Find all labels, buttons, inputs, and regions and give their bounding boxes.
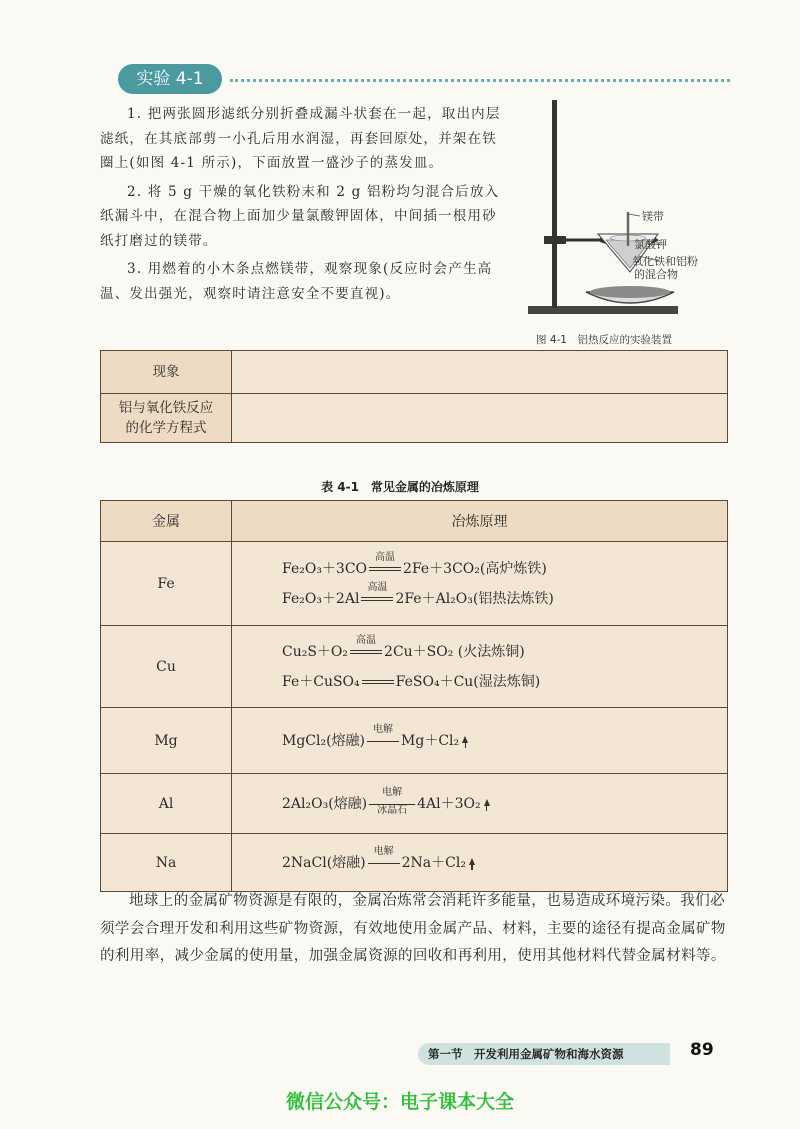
column-header-metal: 金属 (101, 501, 232, 542)
metal-na: Na (101, 834, 232, 892)
stand-base (528, 306, 678, 314)
label-mixture-2: 的混合物 (634, 268, 678, 281)
page-number: 89 (690, 1040, 714, 1060)
table-row (101, 834, 728, 892)
figure-caption: 图 4-1 铝热反应的实验装置 (536, 334, 672, 346)
equation-answer-cell[interactable] (232, 394, 728, 443)
reaction-line: MgCl₂(熔融) 电解 Mg＋Cl₂ (282, 726, 726, 756)
principle-al (232, 774, 728, 834)
reaction-line: 2NaCl(熔融) 电解 2Na＋Cl₂ (282, 848, 726, 878)
table-row (101, 708, 728, 774)
reaction-line: Cu₂S＋O₂ 高温 2Cu＋SO₂ (火法炼铜) (282, 634, 525, 660)
equation-label-line1: 铝与氧化铁反应 (118, 400, 214, 416)
label-mixture-1: 氧化铁和铝粉 (632, 255, 698, 268)
reaction-line: 2Al₂O₃(熔融) 电解 冰晶石 4Al＋3O₂ (282, 789, 726, 819)
metal-mg: Mg (101, 708, 232, 774)
table-row (101, 774, 728, 834)
table-title: 表 4-1 常见金属的冶炼原理 (321, 480, 479, 494)
dotted-divider (230, 79, 730, 82)
smelting-table (100, 500, 728, 892)
observation-answer-cell[interactable] (232, 351, 728, 394)
metal-fe: Fe (101, 542, 232, 626)
thermite-apparatus-figure (520, 96, 710, 336)
gas-arrow-icon (484, 799, 490, 806)
step-3: 3. 用燃着的小木条点燃镁带，观察现象(反应时会产生高温、发出强光，观察时请注意安全不要直视)。 (100, 261, 493, 302)
experiment-badge: 实验 4-1 (118, 64, 222, 94)
table-row (101, 626, 728, 708)
closing-paragraph: 地球上的金属矿物资源是有限的，金属冶炼常会消耗许多能量，也易造成环境污染。我们必须学会合理开发和利用这些矿物资源，有效地使用金属产品、材料，主要的途径有提高金属矿物的利用率，减少金属的使用量，加强金属资源的回收和再利用，使用其他材料代替金属材料等。 (100, 893, 726, 964)
principle-fe (232, 542, 728, 626)
reaction-line: Fe₂O₃＋2Al 高温 2Fe＋Al₂O₃(铝热法炼铁) (282, 581, 554, 607)
column-header-principle: 冶炼原理 (232, 501, 728, 542)
reaction-line: Fe＋CuSO₄ FeSO₄＋Cu(湿法炼铜) (282, 673, 541, 690)
principle-cu (232, 626, 728, 708)
table-header-row (101, 501, 728, 542)
principle-mg (232, 708, 728, 774)
section-footer: 第一节 开发利用金属矿物和海水资源 (418, 1043, 670, 1065)
table-row (101, 394, 728, 443)
gas-arrow-icon (469, 858, 475, 865)
wechat-watermark: 微信公众号：电子课本大全 (285, 1091, 514, 1113)
observation-label: 现象 (101, 351, 232, 394)
step-1: 1. 把两张圆形滤纸分别折叠成漏斗状套在一起，取出内层滤纸，在其底部剪一小孔后用水润湿，再套回原处，并架在铁圈上(如图 4-1 所示)，下面放置一盛沙子的蒸发皿。 (100, 106, 501, 171)
sand (590, 286, 670, 298)
experiment-steps (100, 102, 505, 310)
reaction-line: Fe₂O₃＋3CO 高温 2Fe＋3CO₂(高炉炼铁) (282, 551, 547, 577)
equation-label-line2: 的化学方程式 (125, 420, 207, 436)
label-kclo3: 氯酸钾 (634, 238, 667, 251)
experiment-header (118, 64, 730, 94)
step-2: 2. 将 5 g 干燥的氧化铁粉末和 2 g 铝粉均匀混合后放入纸漏斗中，在混合物上面加少量氯酸钾固体，中间插一根用砂纸打磨过的镁带。 (100, 183, 500, 249)
equation-label (101, 394, 232, 443)
table-row (101, 351, 728, 394)
stand-rod (552, 100, 557, 308)
gas-arrow-icon (462, 736, 468, 743)
table-row (101, 542, 728, 626)
observation-table (100, 350, 728, 443)
metal-al: Al (101, 774, 232, 834)
label-magnesium: 镁带 (642, 210, 664, 223)
principle-na (232, 834, 728, 892)
metal-cu: Cu (101, 626, 232, 708)
